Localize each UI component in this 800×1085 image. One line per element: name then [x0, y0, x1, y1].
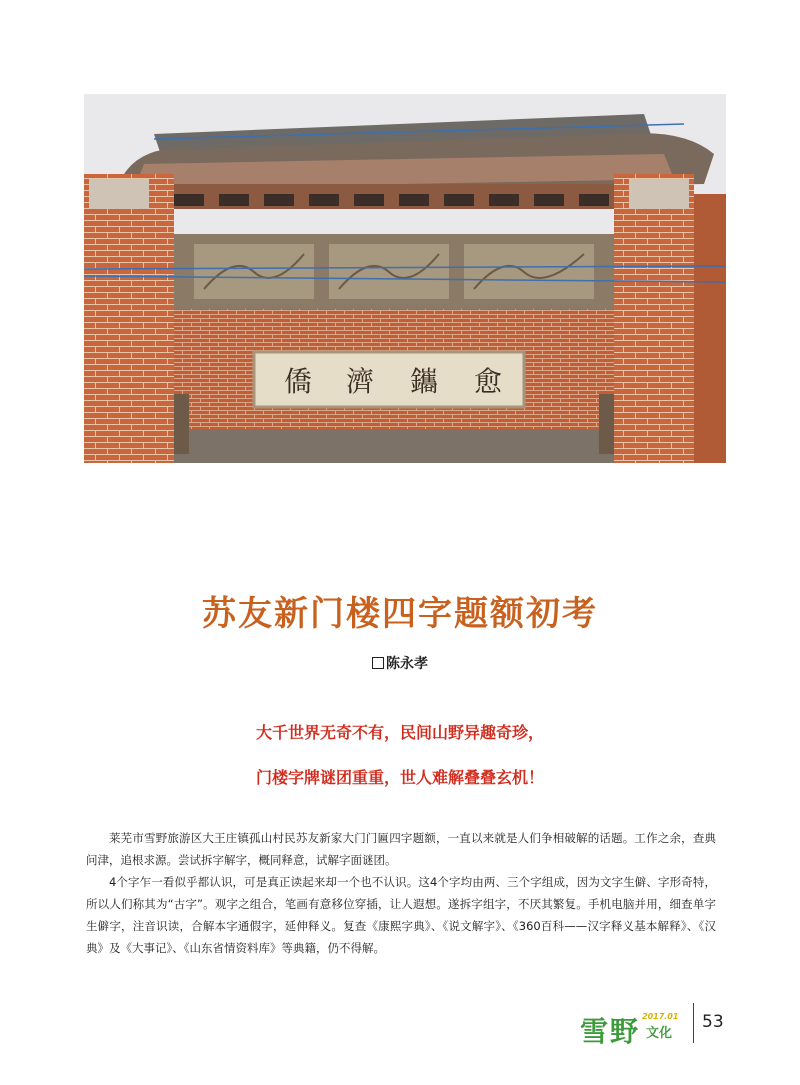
gate-photo	[84, 94, 726, 463]
logo-subtitle: 文化	[646, 1026, 673, 1041]
poem-line-1: 大千世界无奇不有，民间山野异趣奇珍，	[255, 723, 544, 742]
footer-divider	[693, 1003, 694, 1043]
poem-line-2: 门楼字牌谜团重重，世人难解叠叠玄机！	[255, 768, 544, 787]
plaque-char-1: 僑	[284, 365, 313, 398]
magazine-logo	[580, 1010, 685, 1050]
square-bullet-icon	[372, 657, 384, 669]
plaque-char-2: 濟	[346, 365, 375, 398]
page-number: 53	[702, 1012, 724, 1032]
body-paragraph-1: 莱芜市雪野旅游区大王庄镇孤山村民苏友新家大门门匾四字题额，一直以来就是人们争相破解的话题。工作之余，查典问津，追根求源。尝试拆字解字，概同释意，试解字面谜团。	[86, 831, 716, 867]
article-body	[86, 827, 716, 959]
body-paragraph-2: 4个字乍一看似乎都认识，可是真正读起来却一个也不认识。这4个字均由两、三个字组成，因为文字生僻、字形奇特，所以人们称其为“古字”。观字之组合，笔画有意移位穿插，让人遐想。遂拆字组字，不厌其繁复。手机电脑并用，细查单字生僻字，注音识读，合解本字通假字，延伸释义。复查《康熙字典》、《说文解字》、《360百科——汉字释义基本解释》、《汉典》及《大事记》、《山东省情资料库》等典籍，仍不得解。	[86, 875, 716, 955]
logo-issue: 2017.01	[642, 1012, 679, 1021]
logo-name: 雪野	[580, 1015, 641, 1048]
plaque-char-3: 鑴	[410, 365, 439, 398]
gate-illustration	[84, 94, 726, 463]
author-line	[0, 653, 800, 673]
article-title: 苏友新门楼四字题额初考	[202, 594, 598, 634]
plaque-char-4: 愈	[474, 365, 503, 398]
author-name: 陈永孝	[386, 656, 428, 672]
